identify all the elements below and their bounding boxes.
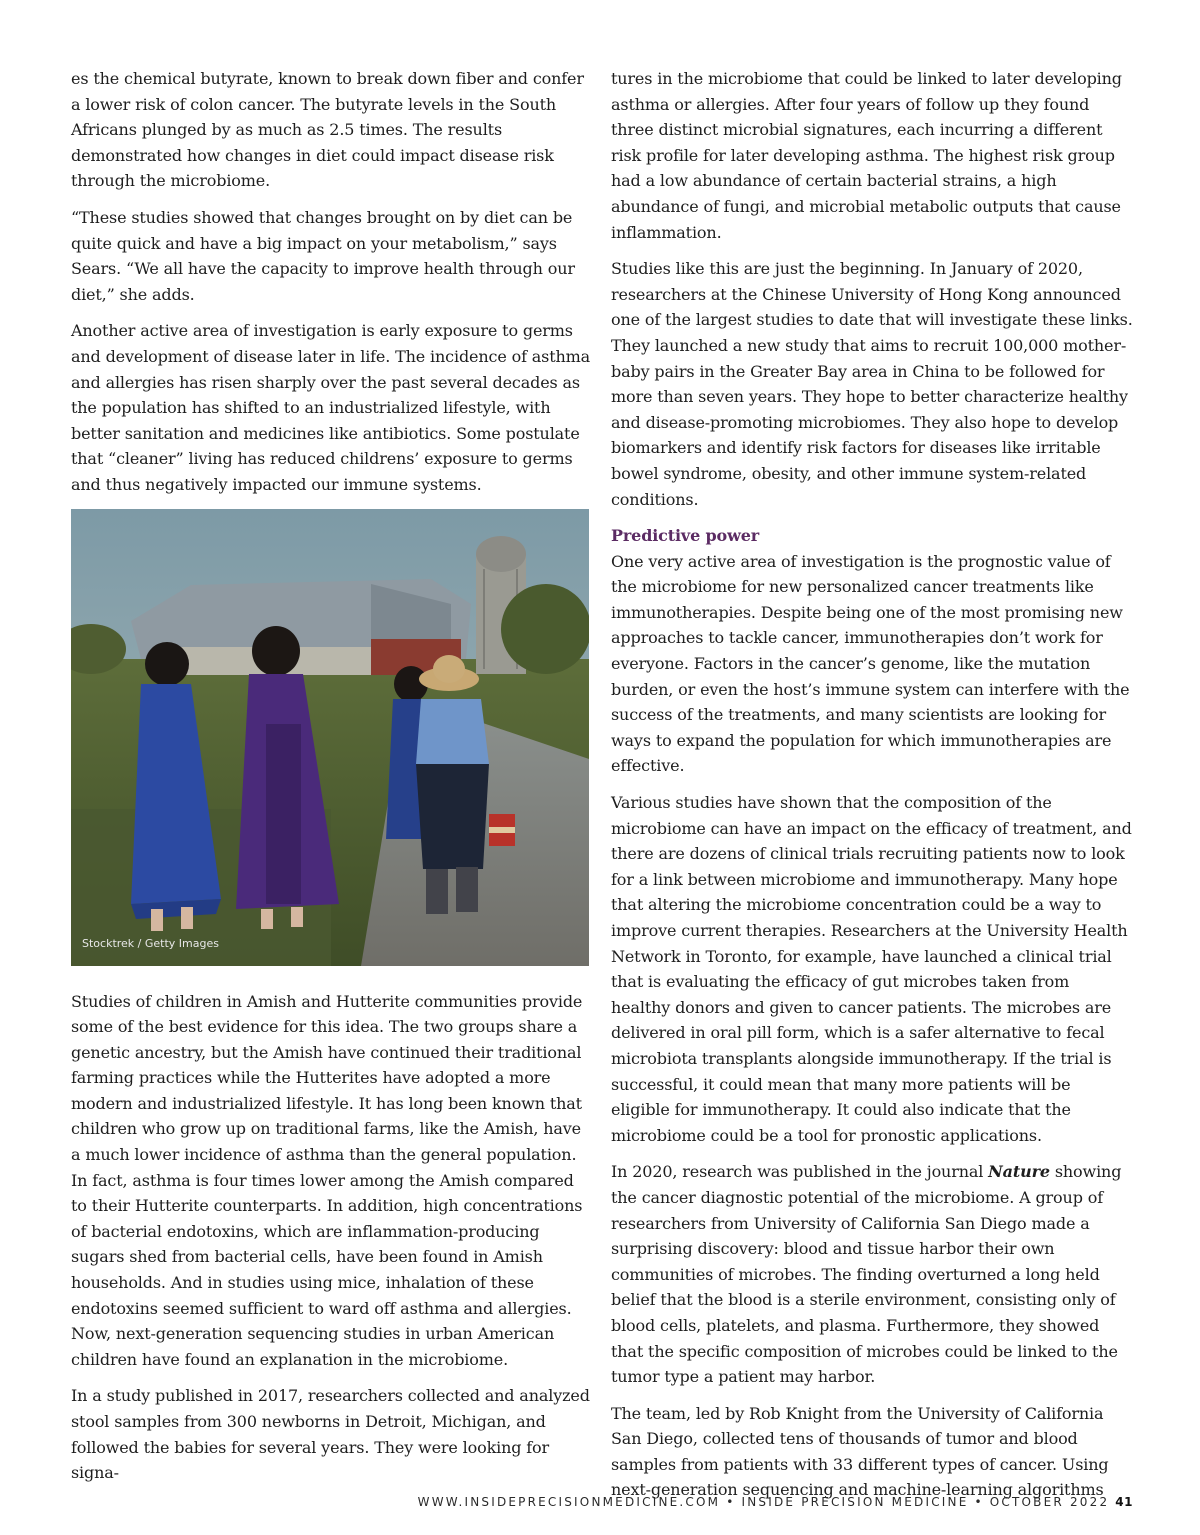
body-paragraph: Studies of children in Amish and Hutterite communities provide some of the best evidence for this idea. The two groups share a genetic ancestry, but the Amish have continued their traditional farming practices while the Hutterites have adopted a more modern and industrialized lifestyle. It has long been known that children who grow up on traditional farms, like the Amish, have a much lower incidence of asthma than the general population. In fact, asthma is four times lower among the Amish compared to their Hutterite counterparts. In addition, high concentrations of bacterial endotoxins, which are inflammation-producing sugars shed from bacterial cells, have been found in Amish households. And in studies using mice, inhalation of these endotoxins seemed sufficient to ward off asthma and allergies. Now, next-generation sequencing studies in urban American children have found an explanation in the microbiome. xyxy=(71,991,583,1369)
text-run: In 2020, research was published in the journal xyxy=(611,1162,989,1182)
page-footer xyxy=(0,1495,1133,1509)
text-run: showing the cancer diagnostic potential of the microbiome. A group of researchers from University of California San Diego made a surprising discovery: blood and tissue harbor their own communities of microbes. The finding overturned a long held belief that the blood is a sterile environment, consisting only of blood cells, platelets, and plasma. Furthermore, they showed that the specific composition of microbes could be linked to the tumor type a patient may harbor. xyxy=(611,1162,1122,1387)
footer-text: WWW.INSIDEPRECISIONMEDICINE.COM • INSIDE PRECISION MEDICINE • OCTOBER 2022 xyxy=(417,1495,1110,1509)
body-paragraph: One very active area of investigation is the prognostic value of the microbiome for new personalized cancer treatments like immunotherapies. Despite being one of the most promising new approaches to tackle cancer, immunotherapies don’t work for everyone. Factors in the cancer’s genome, like the mutation burden, or even the host’s immune system can interfere with the success of the treatments, and many scientists are looking for ways to expand the population for which immunotherapies are effective. xyxy=(611,551,1130,776)
article-photo xyxy=(71,509,589,966)
amish-children-photo xyxy=(71,509,589,966)
section-subheading: Predictive power xyxy=(611,526,760,546)
body-paragraph: Studies like this are just the beginning. In January of 2020, researchers at the Chinese University of Hong Kong announced one of the largest studies to date that will investigate these links. They launched a new study that aims to recruit 100,000 mother-baby pairs in the Greater Bay area in China to be followed for more than seven years. They hope to better characterize healthy and disease-promoting microbiomes. They also hope to develop biomarkers and identify risk factors for diseases like irritable bowel syndrome, obesity, and other immune system-related conditions. xyxy=(611,259,1133,509)
body-paragraph: In a study published in 2017, researchers collected and analyzed stool samples from 300 newborns in Detroit, Michigan, and followed the babies for several years. They were looking for signa- xyxy=(71,1386,590,1483)
left-column xyxy=(71,66,592,1497)
body-paragraph: es the chemical butyrate, known to break down fiber and confer a lower risk of colon cancer. The butyrate levels in the South Africans plunged by as much as 2.5 times. The results demonstrated how changes in diet could impact disease risk through the microbiome. xyxy=(71,69,584,191)
photo-credit: Stocktrek / Getty Images xyxy=(82,936,219,950)
body-paragraph: Various studies have shown that the composition of the microbiome can have an impact on the efficacy of treatment, and there are dozens of clinical trials recruiting patients now to look for a link between microbiome and immunotherapy. Many hope that altering the microbiome concentration could be a way to improve current therapies. Researchers at the University Health Network in Toronto, for example, have launched a clinical trial that is evaluating the efficacy of gut microbes taken from healthy donors and given to cancer patients. The microbes are delivered in oral pill form, which is a safer alternative to fecal microbiota transplants alongside immunotherapy. If the trial is successful, it could mean that many more patients will be eligible for immunotherapy. It could also indicate that the microbiome could be a tool for pronostic applications. xyxy=(611,793,1132,1145)
body-paragraph: tures in the microbiome that could be linked to later developing asthma or allergies. After four years of follow up they found three distinct microbial signatures, each incurring a different risk profile for later developing asthma. The highest risk group had a low abundance of certain bacterial strains, a high abundance of fungi, and microbial metabolic outputs that cause inflammation. xyxy=(611,69,1122,242)
page-number: 41 xyxy=(1115,1495,1133,1509)
journal-name: Nature xyxy=(988,1162,1050,1182)
body-paragraph: The team, led by Rob Knight from the University of California San Diego, collected tens of thousands of tumor and blood samples from patients with 33 different types of cancer. Using next-generation sequencing and machine-learning algorithms xyxy=(611,1403,1109,1500)
body-paragraph xyxy=(611,1159,1133,1389)
body-paragraph: Another active area of investigation is early exposure to germs and development of disease later in life. The incidence of asthma and allergies has risen sharply over the past several decades as the population has shifted to an industrialized lifestyle, with better sanitation and medicines like antibiotics. Some postulate that “cleaner” living has reduced childrens’ exposure to germs and thus negatively impacted our immune systems. xyxy=(71,321,591,494)
body-paragraph: “These studies showed that changes brought on by diet can be quite quick and have a big impact on your metabolism,” says Sears. “We all have the capacity to improve health through our diet,” she adds. xyxy=(71,207,575,304)
right-column xyxy=(611,66,1133,1514)
